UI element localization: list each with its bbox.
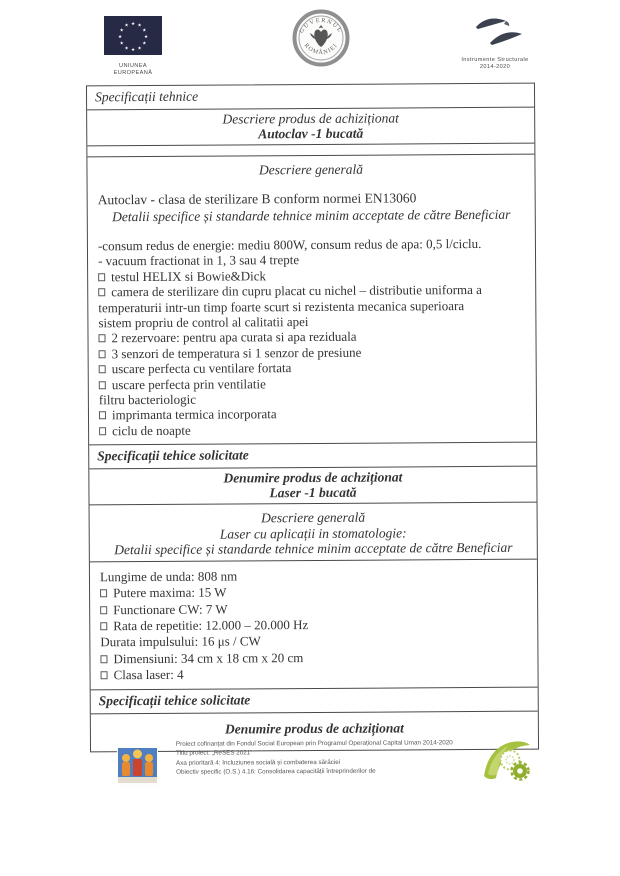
checkbox-icon <box>99 350 106 358</box>
government-seal-icon <box>292 9 350 67</box>
laser-solicitate-label: Specificații tehice solicitate <box>98 692 251 709</box>
footer-line: Titlu proiect: „ReSES 2021” <box>175 749 253 758</box>
pocu-logo-icon <box>117 744 158 787</box>
autoclav-solicitate-row <box>89 443 536 470</box>
svg-text:★: ★ <box>142 28 147 34</box>
autoclav-general-description <box>87 155 536 446</box>
checkbox-icon <box>101 671 108 679</box>
spec-item-text: -consum redus de energie: mediu 800W, consum redus de apa: 0,5 l/ciclu. <box>97 235 482 254</box>
spec-item-text: Putere maxima: 15 W <box>113 584 227 601</box>
svg-text:★: ★ <box>117 35 123 40</box>
spec-item-text: sistem propriu de control al calitatii apei <box>98 314 309 331</box>
eu-flag-icon <box>104 16 162 55</box>
footer-line: Obiectiv specific (O.S.) 4.16: Consolidarea capacității întreprinderilor de <box>176 767 376 776</box>
laser-general-subtitle: Laser cu aplicații in stomatologie: <box>219 525 407 542</box>
svg-text:★: ★ <box>124 46 129 52</box>
footer-green-logo <box>482 736 534 795</box>
autoclav-intro-line: Autoclav - clasa de sterilizare B conform normei EN13060 <box>97 190 417 208</box>
autoclav-spec-list <box>98 236 526 439</box>
autoclav-product-header-row <box>87 108 534 147</box>
svg-text:★: ★ <box>143 35 149 40</box>
autoclav-product-name: Autoclav -1 bucată <box>258 125 364 142</box>
laser-solicitate-row <box>91 688 538 715</box>
checkbox-icon <box>99 366 106 374</box>
checkbox-icon <box>98 288 105 296</box>
spec-item-text: imprimanta termica incorporata <box>111 406 277 423</box>
checkbox-icon <box>100 590 107 598</box>
spec-item-text: Rata de repetitie: 12.000 – 20.000 Hz <box>113 617 309 634</box>
pocu-color-logo <box>117 744 158 792</box>
spec-item-text: Durata impulsului: 16 μs / CW <box>100 633 261 650</box>
laser-product-header-row <box>89 467 536 506</box>
svg-text:★: ★ <box>137 23 142 29</box>
autoclav-solicitate-label: Specificații tehice solicitate <box>97 447 249 464</box>
spec-item-text: filtru bacteriologic <box>98 391 197 408</box>
eu-flag-logo <box>103 16 163 76</box>
svg-text:★: ★ <box>142 41 147 47</box>
checkbox-icon <box>98 273 105 281</box>
autoclav-general-title: Descriere generală <box>258 161 364 178</box>
instrumente-structurale-icon <box>462 13 528 49</box>
laser-general-subline: Detalii specifice și standarde tehnice minim acceptate de către Beneficiar <box>114 539 513 558</box>
footer-line: Axa prioritară 4: Incluziunea socială și combaterea sărăciei <box>176 758 341 767</box>
svg-text:★: ★ <box>130 48 136 53</box>
svg-text:★: ★ <box>119 41 124 47</box>
is-caption-line1: Instrumente Structurale <box>461 57 529 63</box>
spec-item-text: ciclu de noapte <box>112 422 191 439</box>
instrumente-structurale-caption <box>458 57 532 70</box>
laser-general-title: Descriere generală <box>261 509 366 526</box>
checkbox-icon <box>98 335 105 343</box>
instrumente-structurale-logo <box>458 13 532 70</box>
spec-item <box>101 665 528 684</box>
checkbox-icon <box>99 427 106 435</box>
spec-item-text: Lungime de unda: 808 nm <box>99 568 238 585</box>
table-title: Specificații tehnice <box>94 88 199 105</box>
checkbox-icon <box>99 381 106 389</box>
laser-general-description <box>90 503 537 563</box>
footer-project-text <box>176 738 476 777</box>
spec-item-text: testul HELIX si Bowie&Dick <box>111 268 267 285</box>
spec-item-text: Functionare CW: 7 W <box>113 601 228 617</box>
laser-spec-list <box>100 567 528 684</box>
specifications-table <box>86 83 539 753</box>
svg-text:★: ★ <box>130 22 136 27</box>
final-row-label: Denumire produs de achziționat <box>224 720 404 737</box>
checkbox-icon <box>100 606 107 614</box>
spec-item-text: 2 rezervoare: pentru apa curata si apa reziduala <box>111 329 357 346</box>
spec-item-text: camera de sterilizare din cupru placat cu nichel – distributie uniforma a temperaturii intr-un timp foarte scurt si rezistenta mecanica superioara <box>98 282 482 315</box>
spec-item-text: Dimensiuni: 34 cm x 18 cm x 20 cm <box>113 649 304 666</box>
svg-text:★: ★ <box>137 46 142 52</box>
checkbox-icon <box>100 655 107 663</box>
spec-item-text: Clasa laser: 4 <box>113 666 184 683</box>
spec-item-text: uscare perfecta prin ventilatie <box>111 375 266 392</box>
spec-item-text: 3 senzori de temperatura si 1 senzor de presiune <box>111 344 362 362</box>
svg-text:★: ★ <box>119 28 124 34</box>
footer-green-logo-icon <box>482 736 534 790</box>
spec-item-text: - vacuum fractionat in 1, 3 sau 4 trepte <box>97 252 300 269</box>
checkbox-icon <box>100 622 107 630</box>
spec-item-text: uscare perfecta cu ventilare fortata <box>111 360 292 377</box>
is-caption-line2: 2014-2020 <box>479 63 511 70</box>
svg-text:★: ★ <box>124 23 129 29</box>
laser-header-label: Denumire produs de achziționat <box>223 469 403 486</box>
spec-item <box>98 236 525 254</box>
autoclav-header-label: Descriere produs de achiziționat <box>222 110 399 127</box>
table-title-row <box>87 84 534 111</box>
checkbox-icon <box>99 412 106 420</box>
spec-item <box>99 421 526 439</box>
svg-text:GUVERNUL: GUVERNUL <box>298 17 344 35</box>
spec-item <box>98 282 525 315</box>
footer-line: Proiect cofinanțat din Fondul Social European prin Programul Operațional Capital Uman 2014-2020 <box>175 739 453 748</box>
autoclav-intro-subline: Detalii specifice și standarde tehnice minim acceptate de către Beneficiar <box>112 206 511 225</box>
laser-product-name: Laser -1 bucată <box>269 485 357 501</box>
laser-spec-section <box>90 560 538 691</box>
svg-text:ROMÂNIEI: ROMÂNIEI <box>302 42 340 57</box>
eu-flag-caption: UNIUNEA EUROPEANĂ <box>113 63 153 76</box>
government-seal-logo <box>292 9 350 72</box>
